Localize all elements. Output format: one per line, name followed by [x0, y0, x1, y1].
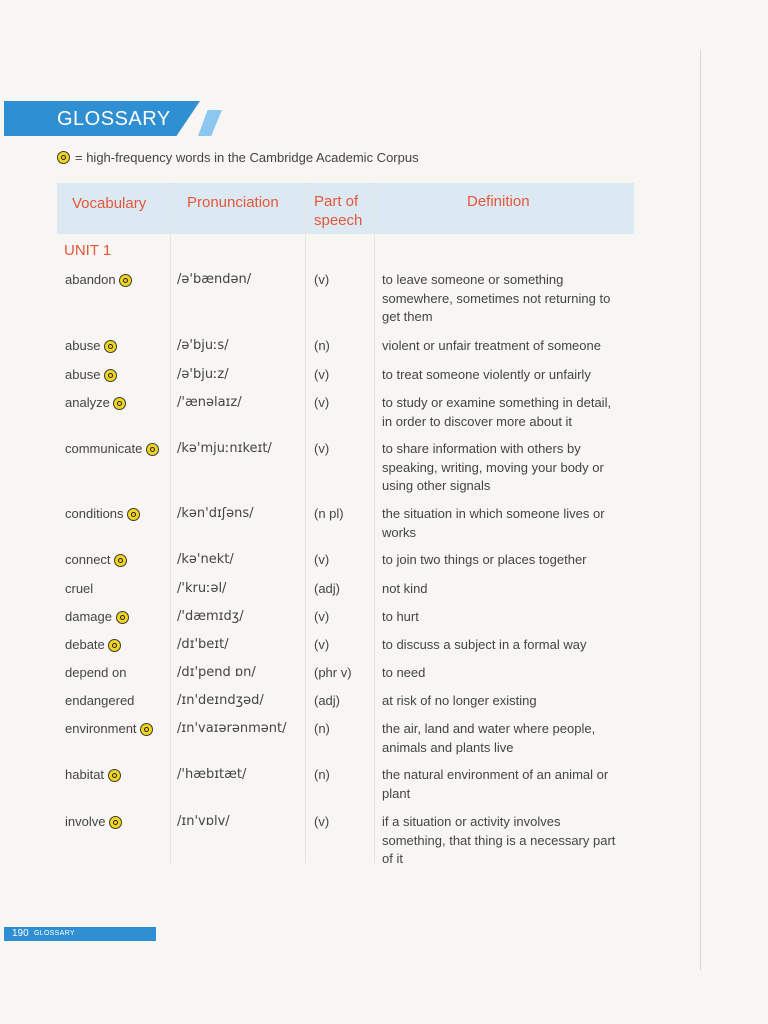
word-text: depend on [65, 665, 127, 680]
part-of-speech: (adj) [314, 693, 341, 708]
word-text: debate [65, 637, 105, 652]
word-text: abuse [65, 338, 101, 353]
part-of-speech: (v) [314, 814, 330, 829]
unit-heading: UNIT 1 [64, 242, 112, 259]
part-of-speech: (v) [314, 609, 330, 624]
part-of-speech: (n) [314, 338, 330, 353]
high-frequency-icon [146, 443, 159, 456]
vocabulary-word [65, 636, 165, 654]
pronunciation: /dɪ'pend ɒn/ [177, 665, 256, 680]
header-part-of-speech: Part of speech [314, 193, 363, 229]
header-definition: Definition [467, 193, 530, 210]
column-divider [374, 183, 375, 863]
word-text: abandon [65, 272, 116, 287]
vocabulary-word [65, 551, 165, 569]
header-vocabulary: Vocabulary [72, 195, 147, 212]
vocabulary-word [65, 366, 165, 384]
footer-bar [4, 927, 156, 941]
part-of-speech: (v) [314, 395, 330, 410]
definition: if a situation or activity involves something, that thing is a necessary part of it [382, 814, 616, 866]
high-frequency-icon [114, 554, 127, 567]
definition: to study or examine something in detail, in order to discover more about it [382, 395, 612, 429]
pronunciation: /'hæbɪtæt/ [177, 767, 247, 782]
part-of-speech: (v) [314, 441, 330, 456]
part-of-speech: (n) [314, 767, 330, 782]
definition: not kind [382, 581, 428, 596]
high-frequency-icon [104, 369, 117, 382]
high-frequency-icon [140, 723, 153, 736]
pronunciation: /kə'nekt/ [177, 552, 234, 567]
word-text: involve [65, 814, 106, 829]
definition: to need [382, 665, 426, 680]
word-text: abuse [65, 367, 101, 382]
definition: to discuss a subject in a formal way [382, 637, 587, 652]
high-frequency-icon [109, 816, 122, 829]
pronunciation: /ə'bændən/ [177, 272, 252, 287]
pronunciation: /ə'bjuːz/ [177, 367, 229, 382]
vocabulary-word [65, 766, 165, 784]
high-frequency-icon [57, 151, 70, 164]
definition: the situation in which someone lives or works [382, 506, 605, 540]
vocabulary-word [65, 692, 165, 710]
table-header [57, 183, 634, 234]
word-text: habitat [65, 767, 105, 782]
pronunciation: /kə'mjuːnɪkeɪt/ [177, 441, 272, 456]
high-frequency-icon [113, 397, 126, 410]
definition: to treat someone violently or unfairly [382, 367, 591, 382]
high-frequency-icon [108, 769, 121, 782]
vocabulary-word [65, 394, 165, 412]
vocabulary-word [65, 440, 165, 458]
pronunciation: /ɪn'vaɪərənmənt/ [177, 721, 287, 736]
definition: to hurt [382, 609, 419, 624]
column-divider [305, 183, 306, 863]
pronunciation: /'ænəlaɪz/ [177, 395, 242, 410]
page-edge [700, 50, 719, 970]
header-pronunciation: Pronunciation [187, 194, 279, 211]
part-of-speech: (phr v) [314, 665, 352, 680]
part-of-speech: (n pl) [314, 506, 344, 521]
banner-stripe [198, 110, 222, 136]
vocabulary-word [65, 580, 165, 598]
definition: to leave someone or something somewhere, sometimes not returning to get them [382, 272, 611, 324]
vocabulary-word [65, 608, 165, 626]
part-of-speech: (v) [314, 272, 330, 287]
pronunciation: /ɪn'vɒlv/ [177, 814, 230, 829]
vocabulary-word [65, 664, 165, 682]
word-text: environment [65, 721, 137, 736]
high-frequency-icon [104, 340, 117, 353]
column-divider [170, 183, 171, 863]
definition: at risk of no longer existing [382, 693, 537, 708]
high-frequency-icon [108, 639, 121, 652]
definition: to share information with others by speaking, writing, moving your body or using other signals [382, 441, 604, 493]
part-of-speech: (adj) [314, 581, 341, 596]
vocabulary-word [65, 720, 165, 738]
pronunciation: /dɪ'beɪt/ [177, 637, 229, 652]
vocabulary-word [65, 271, 165, 289]
word-text: analyze [65, 395, 110, 410]
part-of-speech: (v) [314, 367, 330, 382]
footer-label: GLOSSARY [34, 930, 75, 937]
definition: to join two things or places together [382, 552, 587, 567]
high-frequency-icon [127, 508, 140, 521]
word-text: communicate [65, 441, 143, 456]
vocabulary-word [65, 505, 165, 523]
pronunciation: /'dæmɪdʒ/ [177, 609, 244, 624]
legend-text: = high-frequency words in the Cambridge Academic Corpus [75, 150, 419, 165]
pronunciation: /ɪn'deɪndʒəd/ [177, 693, 264, 708]
word-text: conditions [65, 506, 124, 521]
pronunciation: /ə'bjuːs/ [177, 338, 229, 353]
pronunciation: /kən'dɪʃəns/ [177, 506, 254, 521]
word-text: damage [65, 609, 112, 624]
part-of-speech: (n) [314, 721, 330, 736]
definition: the air, land and water where people, animals and plants live [382, 721, 596, 755]
vocabulary-word [65, 813, 165, 831]
page-number: 190 [12, 928, 29, 939]
high-frequency-icon [119, 274, 132, 287]
definition: the natural environment of an animal or plant [382, 767, 609, 801]
word-text: endangered [65, 693, 135, 708]
legend [57, 150, 419, 165]
word-text: connect [65, 552, 111, 567]
vocabulary-word [65, 337, 165, 355]
part-of-speech: (v) [314, 637, 330, 652]
high-frequency-icon [116, 611, 129, 624]
definition: violent or unfair treatment of someone [382, 338, 601, 353]
word-text: cruel [65, 581, 94, 596]
pronunciation: /'kruːəl/ [177, 581, 227, 596]
page-title: GLOSSARY [57, 108, 171, 130]
part-of-speech: (v) [314, 552, 330, 567]
